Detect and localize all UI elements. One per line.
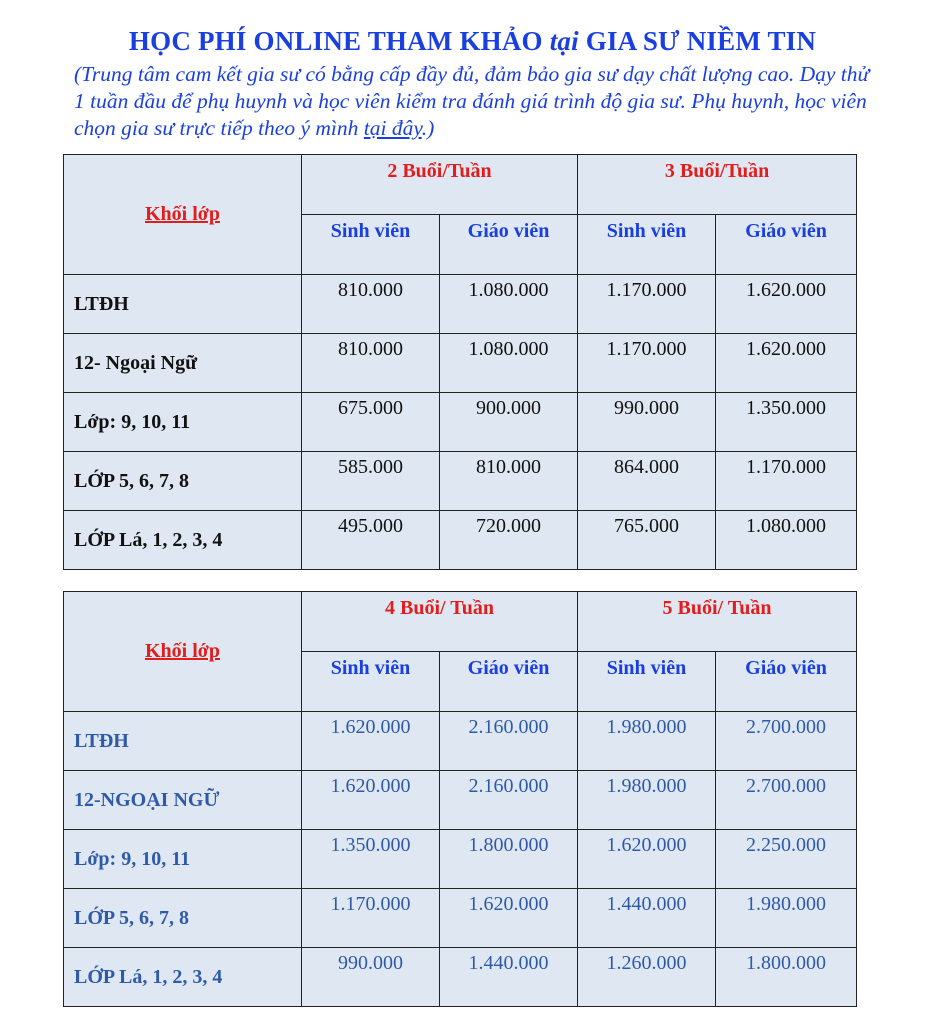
fee-cell: 1.080.000: [440, 275, 578, 334]
grade-label: Lớp: 9, 10, 11: [64, 393, 302, 452]
fee-cell: 1.080.000: [716, 511, 857, 570]
fee-cell: 1.980.000: [578, 771, 716, 830]
table-header-row: [64, 155, 857, 215]
subtitle-end: .): [421, 116, 435, 140]
fee-table-4-5-sessions: [63, 591, 857, 1007]
tutor-type-header: Giáo viên: [716, 215, 857, 275]
table-row: [64, 889, 857, 948]
fee-cell: 765.000: [578, 511, 716, 570]
grade-label: LỚP 5, 6, 7, 8: [64, 889, 302, 948]
session-header: 5 Buổi/ Tuần: [578, 592, 857, 652]
grade-label: LỚP Lá, 1, 2, 3, 4: [64, 511, 302, 570]
fee-cell: 1.980.000: [578, 712, 716, 771]
table-row: [64, 511, 857, 570]
table-row: [64, 452, 857, 511]
fee-cell: 1.620.000: [716, 275, 857, 334]
fee-cell: 495.000: [302, 511, 440, 570]
title-text-end: GIA SƯ NIỀM TIN: [578, 26, 817, 56]
fee-cell: 2.700.000: [716, 712, 857, 771]
fee-cell: 2.250.000: [716, 830, 857, 889]
table-row: [64, 393, 857, 452]
table-row: [64, 334, 857, 393]
fee-cell: 864.000: [578, 452, 716, 511]
tutor-type-header: Sinh viên: [578, 652, 716, 712]
session-header: 3 Buổi/Tuần: [578, 155, 857, 215]
tutor-type-header: Sinh viên: [302, 652, 440, 712]
tutor-type-header: Giáo viên: [440, 215, 578, 275]
fee-table-2-3-sessions: [63, 154, 857, 570]
fee-cell: 585.000: [302, 452, 440, 511]
table-row: [64, 830, 857, 889]
fee-cell: 1.170.000: [716, 452, 857, 511]
table-header-row: [64, 592, 857, 652]
fee-cell: 990.000: [302, 948, 440, 1007]
fee-cell: 1.350.000: [716, 393, 857, 452]
grade-column-header: Khối lớp: [64, 155, 302, 275]
grade-label: LỚP 5, 6, 7, 8: [64, 452, 302, 511]
table-row: [64, 275, 857, 334]
page-subtitle: [74, 61, 884, 142]
session-header: 4 Buổi/ Tuần: [302, 592, 578, 652]
page-title: [0, 26, 945, 57]
title-text: HỌC PHÍ ONLINE THAM KHẢO: [128, 26, 550, 56]
title-emphasis: tại: [549, 26, 579, 56]
fee-cell: 1.350.000: [302, 830, 440, 889]
fee-cell: 900.000: [440, 393, 578, 452]
fee-cell: 810.000: [440, 452, 578, 511]
subtitle-text: (Trung tâm cam kết gia sư có bằng cấp đầy đủ, đảm bảo gia sư dạy chất lượng cao. Dạy thử 1 tuần đầu để phụ huynh và học viên kiểm tra đánh giá trình độ gia sư. Phụ huynh, học viên chọn gia sư trực tiếp theo ý mình: [74, 62, 870, 140]
fee-cell: 1.440.000: [578, 889, 716, 948]
fee-cell: 1.170.000: [578, 275, 716, 334]
fee-cell: 675.000: [302, 393, 440, 452]
fee-cell: 810.000: [302, 275, 440, 334]
grade-column-header: Khối lớp: [64, 592, 302, 712]
fee-cell: 810.000: [302, 334, 440, 393]
grade-label: Lớp: 9, 10, 11: [64, 830, 302, 889]
grade-label: LTĐH: [64, 712, 302, 771]
tutor-type-header: Giáo viên: [440, 652, 578, 712]
table-row: [64, 712, 857, 771]
fee-cell: 2.160.000: [440, 771, 578, 830]
grade-label: LTĐH: [64, 275, 302, 334]
tutor-select-link[interactable]: tại đây: [363, 116, 422, 140]
fee-cell: 2.700.000: [716, 771, 857, 830]
tutor-type-header: Giáo viên: [716, 652, 857, 712]
fee-cell: 720.000: [440, 511, 578, 570]
fee-cell: 1.170.000: [302, 889, 440, 948]
fee-cell: 1.800.000: [440, 830, 578, 889]
grade-label: LỚP Lá, 1, 2, 3, 4: [64, 948, 302, 1007]
fee-cell: 1.620.000: [578, 830, 716, 889]
table-row: [64, 771, 857, 830]
tutor-type-header: Sinh viên: [578, 215, 716, 275]
fee-cell: 1.440.000: [440, 948, 578, 1007]
fee-cell: 1.620.000: [302, 712, 440, 771]
table-row: [64, 948, 857, 1007]
fee-cell: 990.000: [578, 393, 716, 452]
fee-cell: 1.260.000: [578, 948, 716, 1007]
grade-label: 12- Ngoại Ngữ: [64, 334, 302, 393]
session-header: 2 Buổi/Tuần: [302, 155, 578, 215]
fee-cell: 1.620.000: [440, 889, 578, 948]
tutor-type-header: Sinh viên: [302, 215, 440, 275]
fee-cell: 2.160.000: [440, 712, 578, 771]
fee-cell: 1.620.000: [302, 771, 440, 830]
fee-cell: 1.800.000: [716, 948, 857, 1007]
fee-cell: 1.980.000: [716, 889, 857, 948]
fee-cell: 1.080.000: [440, 334, 578, 393]
fee-cell: 1.620.000: [716, 334, 857, 393]
fee-cell: 1.170.000: [578, 334, 716, 393]
grade-label: 12-NGOẠI NGỮ: [64, 771, 302, 830]
